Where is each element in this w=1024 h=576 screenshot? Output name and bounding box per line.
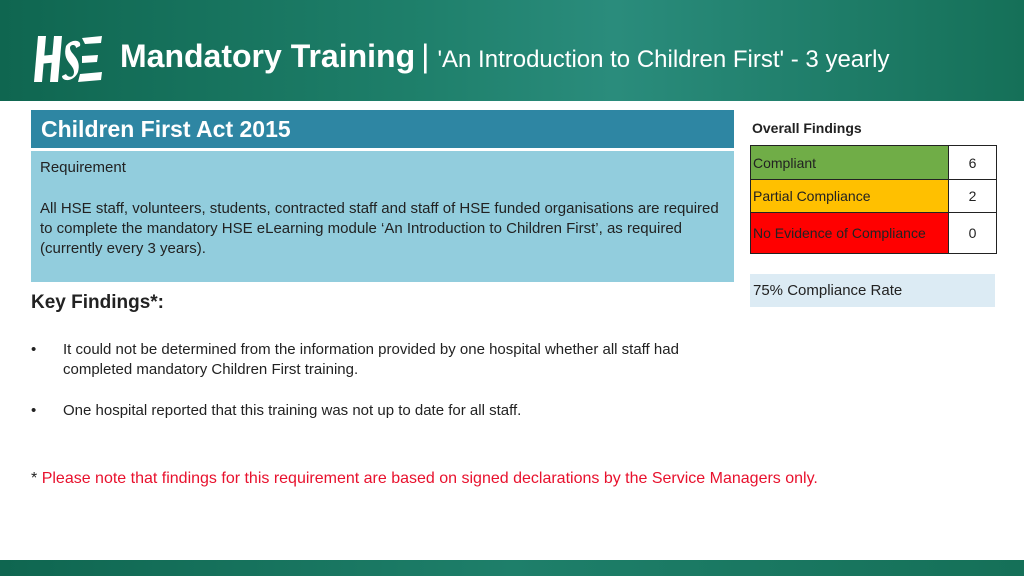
finding-count: 6 (949, 146, 997, 180)
finding-count: 0 (949, 213, 997, 254)
requirement-text: All HSE staff, volunteers, students, contracted staff and staff of HSE funded organisations are required to complete the mandatory HSE eLearning module ‘An Introduction to Children First’, as required (currently every 3 years). (40, 200, 719, 257)
title-subtitle: 'An Introduction to Children First' - 3 yearly (437, 46, 890, 73)
table-row (751, 213, 997, 254)
footnote-star: * (31, 470, 38, 487)
finding-text: It could not be determined from the information provided by one hospital whether all staff had completed mandatory Children First training. (63, 341, 679, 378)
footnote (31, 470, 818, 488)
hse-logo (32, 32, 104, 86)
finding-label: Compliant (751, 146, 949, 180)
table-row (751, 146, 997, 180)
table-row (751, 180, 997, 213)
finding-text: One hospital reported that this training was not up to date for all staff. (63, 402, 522, 419)
finding-label: Partial Compliance (751, 180, 949, 213)
header-banner (0, 0, 1024, 101)
overall-findings-title: Overall Findings (752, 120, 862, 136)
title-separator: | (421, 38, 430, 74)
finding-label: No Evidence of Compliance (751, 213, 949, 254)
footnote-text: Please note that findings for this requirement are based on signed declarations by the Service Managers only. (41, 470, 818, 487)
key-findings-title: Key Findings*: (31, 292, 165, 313)
finding-count: 2 (949, 180, 997, 213)
requirement-box (31, 151, 734, 282)
key-findings-list (31, 340, 721, 442)
bullet-icon: • (31, 402, 37, 419)
requirement-label: Requirement (40, 159, 126, 176)
list-item (31, 340, 721, 380)
title-main: Mandatory Training (120, 38, 416, 74)
page-title (120, 38, 889, 75)
overall-findings-table (750, 145, 997, 254)
list-item (31, 401, 721, 421)
compliance-rate: 75% Compliance Rate (750, 274, 995, 307)
footer-bar (0, 560, 1024, 576)
act-title-bar: Children First Act 2015 (31, 110, 734, 148)
bullet-icon: • (31, 341, 37, 358)
